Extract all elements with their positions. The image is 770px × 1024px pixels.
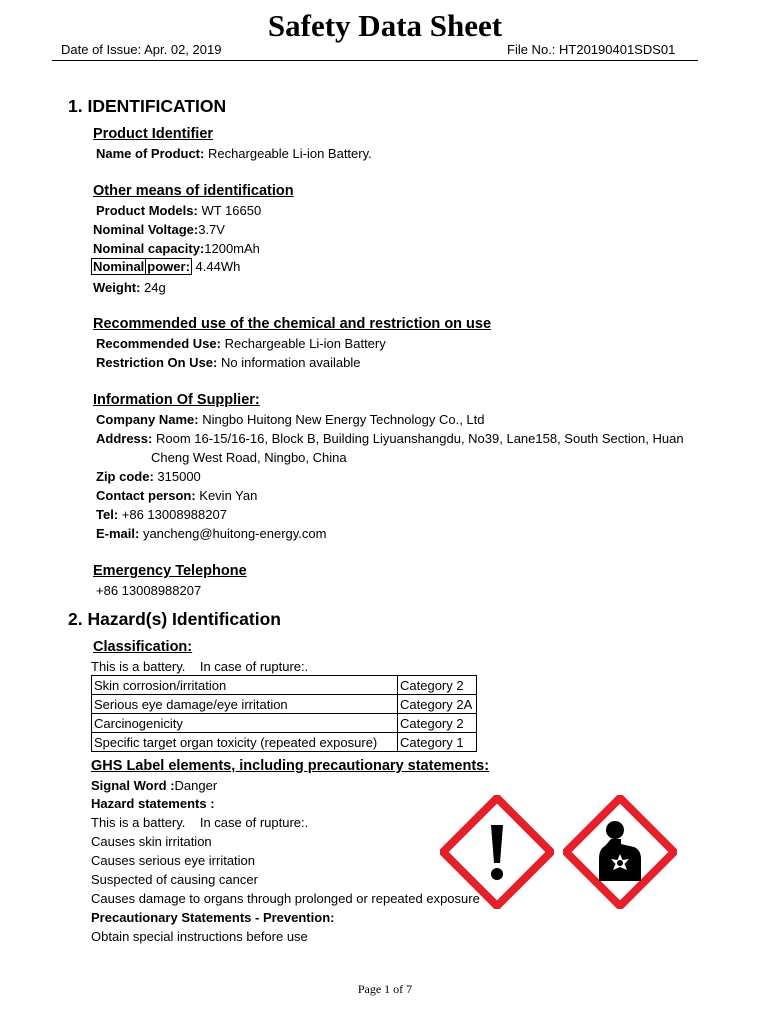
nominal-voltage-label: Nominal Voltage: bbox=[93, 222, 199, 237]
hazard-statement: Causes damage to organs through prolonged or repeated exposure bbox=[91, 891, 480, 906]
product-models-value: WT 16650 bbox=[197, 203, 262, 218]
classification-intro: This is a battery. In case of rupture:. bbox=[91, 659, 309, 674]
zip-code-line bbox=[96, 469, 201, 484]
exclamation-mark-pictogram bbox=[440, 795, 554, 909]
product-models-label: Product Models: bbox=[96, 203, 198, 218]
hazard-statement: Causes skin irritation bbox=[91, 834, 212, 849]
contact-person-value: Kevin Yan bbox=[195, 488, 258, 503]
hazard-statements-label bbox=[91, 796, 215, 811]
email-label: E-mail: bbox=[96, 526, 140, 541]
tel-label: Tel: bbox=[96, 507, 119, 522]
emergency-heading: Emergency Telephone bbox=[93, 563, 247, 579]
nominal-power-line bbox=[91, 259, 240, 274]
hazard-cell: Skin corrosion/irritation bbox=[92, 676, 398, 695]
date-of-issue: Date of Issue: Apr. 02, 2019 bbox=[61, 42, 222, 57]
health-hazard-pictogram bbox=[563, 795, 677, 909]
precaution-statement: Obtain special instructions before use bbox=[91, 929, 308, 944]
category-cell: Category 2 bbox=[398, 714, 477, 733]
restriction-label: Restriction On Use: bbox=[96, 355, 218, 370]
address-value: Room 16-15/16-16, Block B, Building Liyuanshangdu, No39, Lane158, South Section, Huan bbox=[152, 431, 684, 446]
email-line bbox=[96, 526, 326, 541]
zip-code-value: 315000 bbox=[153, 469, 201, 484]
hazard-statement: Causes serious eye irritation bbox=[91, 853, 256, 868]
recommended-use-label: Recommended Use: bbox=[96, 336, 221, 351]
nominal-capacity-label: Nominal capacity: bbox=[93, 241, 205, 256]
table-row bbox=[92, 733, 477, 752]
contact-person-label: Contact person: bbox=[96, 488, 196, 503]
precaution-label bbox=[91, 910, 334, 925]
nominal-voltage-value: 3.7V bbox=[198, 222, 225, 237]
category-cell: Category 1 bbox=[398, 733, 477, 752]
classification-table bbox=[91, 675, 477, 752]
hazard-statements-label-text: Hazard statements : bbox=[91, 796, 215, 811]
product-models-line bbox=[96, 203, 261, 218]
recommended-use-value: Rechargeable Li-ion Battery bbox=[220, 336, 386, 351]
zip-code-label: Zip code: bbox=[96, 469, 154, 484]
contact-person-line bbox=[96, 488, 257, 503]
address-line-2: Cheng West Road, Ningbo, China bbox=[151, 450, 347, 465]
nominal-power-label-part1: Nominal bbox=[93, 259, 145, 274]
page-number: Page 1 of 7 bbox=[357, 982, 413, 996]
recommended-use-heading: Recommended use of the chemical and restriction on use bbox=[93, 316, 492, 332]
weight-value: 24g bbox=[140, 280, 166, 295]
address-label: Address: bbox=[96, 431, 153, 446]
section-2-heading: 2. Hazard(s) Identification bbox=[68, 609, 281, 629]
nominal-capacity-line bbox=[93, 241, 260, 256]
nominal-voltage-line bbox=[93, 222, 225, 237]
table-row bbox=[92, 714, 477, 733]
tel-line bbox=[96, 507, 227, 522]
emergency-phone: +86 13008988207 bbox=[96, 583, 202, 598]
other-means-heading: Other means of identification bbox=[93, 183, 294, 199]
nominal-power-label-part2: power: bbox=[147, 259, 190, 274]
weight-line bbox=[93, 280, 166, 295]
table-row bbox=[92, 695, 477, 714]
supplier-heading: Information Of Supplier: bbox=[93, 392, 260, 408]
signal-word-label: Signal Word : bbox=[91, 778, 175, 793]
company-name-line bbox=[96, 412, 485, 427]
product-name-value: Rechargeable Li-ion Battery. bbox=[204, 146, 372, 161]
file-number: File No.: HT20190401SDS01 bbox=[507, 42, 676, 57]
header-divider bbox=[52, 60, 698, 61]
signal-word-value: Danger bbox=[174, 778, 218, 793]
restriction-value: No information available bbox=[217, 355, 361, 370]
hazard-cell: Serious eye damage/eye irritation bbox=[92, 695, 398, 714]
precaution-label-text: Precautionary Statements - Prevention: bbox=[91, 910, 335, 925]
nominal-power-value: 4.44Wh bbox=[191, 259, 241, 274]
classification-heading: Classification: bbox=[93, 639, 193, 655]
hazard-cell: Carcinogenicity bbox=[92, 714, 398, 733]
signal-word-line bbox=[91, 778, 217, 793]
address-line bbox=[96, 431, 684, 446]
recommended-use-line bbox=[96, 336, 386, 351]
product-identifier-heading: Product Identifier bbox=[93, 126, 214, 142]
document-title: Safety Data Sheet bbox=[267, 8, 503, 43]
table-row bbox=[92, 676, 477, 695]
company-name-label: Company Name: bbox=[96, 412, 199, 427]
hazard-statement: Suspected of causing cancer bbox=[91, 872, 258, 887]
category-cell: Category 2 bbox=[398, 676, 477, 695]
nominal-capacity-value: 1200mAh bbox=[204, 241, 260, 256]
tel-value: +86 13008988207 bbox=[118, 507, 227, 522]
company-name-value: Ningbo Huitong New Energy Technology Co., Ltd bbox=[198, 412, 485, 427]
weight-label: Weight: bbox=[93, 280, 141, 295]
email-value: yancheng@huitong-energy.com bbox=[139, 526, 327, 541]
category-cell: Category 2A bbox=[398, 695, 477, 714]
hazard-cell: Specific target organ toxicity (repeated exposure) bbox=[92, 733, 398, 752]
section-1-heading: 1. IDENTIFICATION bbox=[68, 96, 227, 116]
hazard-statement: This is a battery. In case of rupture:. bbox=[91, 815, 309, 830]
product-name-label: Name of Product: bbox=[96, 146, 205, 161]
ghs-heading: GHS Label elements, including precautionary statements: bbox=[91, 758, 490, 774]
product-name-line bbox=[96, 146, 372, 161]
restriction-line bbox=[96, 355, 360, 370]
